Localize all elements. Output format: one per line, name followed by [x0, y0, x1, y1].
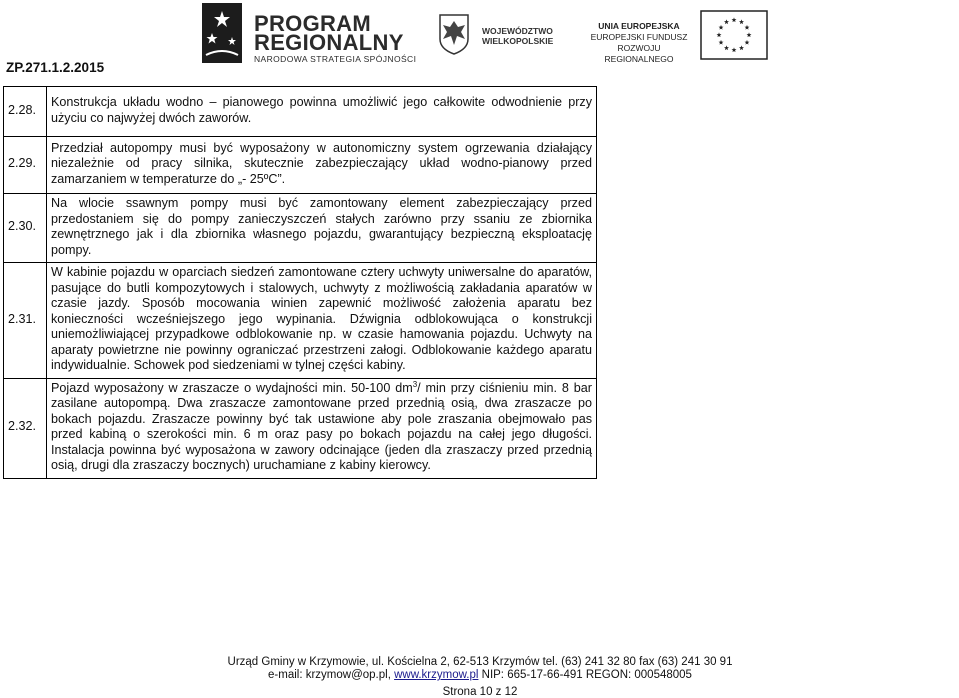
- table-row: [4, 263, 597, 379]
- program-title: PROGRAM REGIONALNY: [254, 11, 404, 55]
- table-row: [4, 194, 597, 263]
- row-number: 2.29.: [4, 137, 47, 194]
- row-text: Przedział autopompy musi być wyposażony w autonomiczny system ogrzewania działający niezależnie od pracy silnika, skutecznie zabezpieczający układ wodno-pianowy przed zamarzaniem w temperaturze do „- 25ºC”.: [47, 137, 597, 194]
- website-link[interactable]: www.krzymow.pl: [394, 669, 479, 681]
- page-number: Strona 10 z 12: [442, 686, 518, 698]
- program-subtitle: NARODOWA STRATEGIA SPÓJNOŚCI: [254, 54, 417, 64]
- row-number: 2.32.: [4, 378, 47, 478]
- eu-fund-label: UNIA EUROPEJSKA EUROPEJSKI FUNDUSZ ROZWOJU REGIONALNEGO: [590, 21, 688, 64]
- row-text: W kabinie pojazdu w oparciach siedzeń zamontowane cztery uchwyty uniwersalne do aparatów, pasujące do butli kompozytowych i stalowych, uchwyty z możliwością zakładania aparatów w czasie jazdy. Sposób mocowania winien zapewnić możliwość założenia aparatu bez konieczności wcześniejszego jego wypinania. Dźwignia odblokowująca o konstrukcji uniemożliwiającej przypadkowe odblokowanie np. w czasie hamowania pojazdu. Uchwyty na aparaty powietrzne nie powinny ograniczać przestrzeni załogi. Odblokowanie każdego aparatu indywidualnie. Schowek pod siedzeniami w tylnej części kabiny.: [47, 263, 597, 379]
- row-number: 2.31.: [4, 263, 47, 379]
- table-row: [4, 87, 597, 137]
- program-regionalny-logo: [202, 3, 242, 63]
- table-row: [4, 378, 597, 478]
- row-number: 2.28.: [4, 87, 47, 137]
- row-number: 2.30.: [4, 194, 47, 263]
- requirements-table: [3, 86, 597, 479]
- wielkopolska-eagle-emblem: [436, 13, 472, 55]
- row-text: Pojazd wyposażony w zraszacze o wydajności min. 50-100 $dm^3/$ min przy ciśnieniu min. 8 bar zasilane autopompą. Dwa zraszacze zamontowane przed przednią osią, dwa zraszacze po bokach pojazdu. Zraszacze powinny być tak ustawione aby pole zraszania obejmowało pas przed kabiną o szerokości min. 6 m oraz pasy po bokach pojazdu na całej jego długości. Instalacja powinna być wyposażona w zawory odcinające (jeden dla zraszaczy przed przednią osią, drugi dla zraszaczy bocznych) uruchamiane z kabiny kierowcy.: [47, 378, 597, 478]
- region-name: WOJEWÓDZTWO WIELKOPOLSKIE: [482, 26, 554, 46]
- eu-flag-icon: [700, 10, 768, 60]
- reference-number: ZP.271.1.2.2015: [6, 60, 105, 75]
- table-row: [4, 137, 597, 194]
- footer-address: Urząd Gminy w Krzymowie, ul. Kościelna 2, 62-513 Krzymów tel. (63) 241 32 80 fax (63) 241 30 91: [227, 656, 733, 668]
- row-text: Konstrukcja układu wodno – pianowego powinna umożliwić jego całkowite odwodnienie przy użyciu co najwyżej dwóch zaworów.: [47, 87, 597, 137]
- row-text: Na wlocie ssawnym pompy musi być zamontowany element zabezpieczający przed przedostaniem się do pompy zanieczyszczeń stałych zarówno przy ssaniu ze zbiornika zewnętrznego jak i dla zbiornika własnego pojazdu, gwarantujący bezpieczną eksploatację pompy.: [47, 194, 597, 263]
- document-header: [0, 0, 959, 80]
- superscript: 3: [412, 379, 418, 389]
- footer-contact: e-mail: krzymow@op.pl, www.krzymow.pl NIP: 665-17-66-491 REGON: 000548005: [268, 669, 692, 681]
